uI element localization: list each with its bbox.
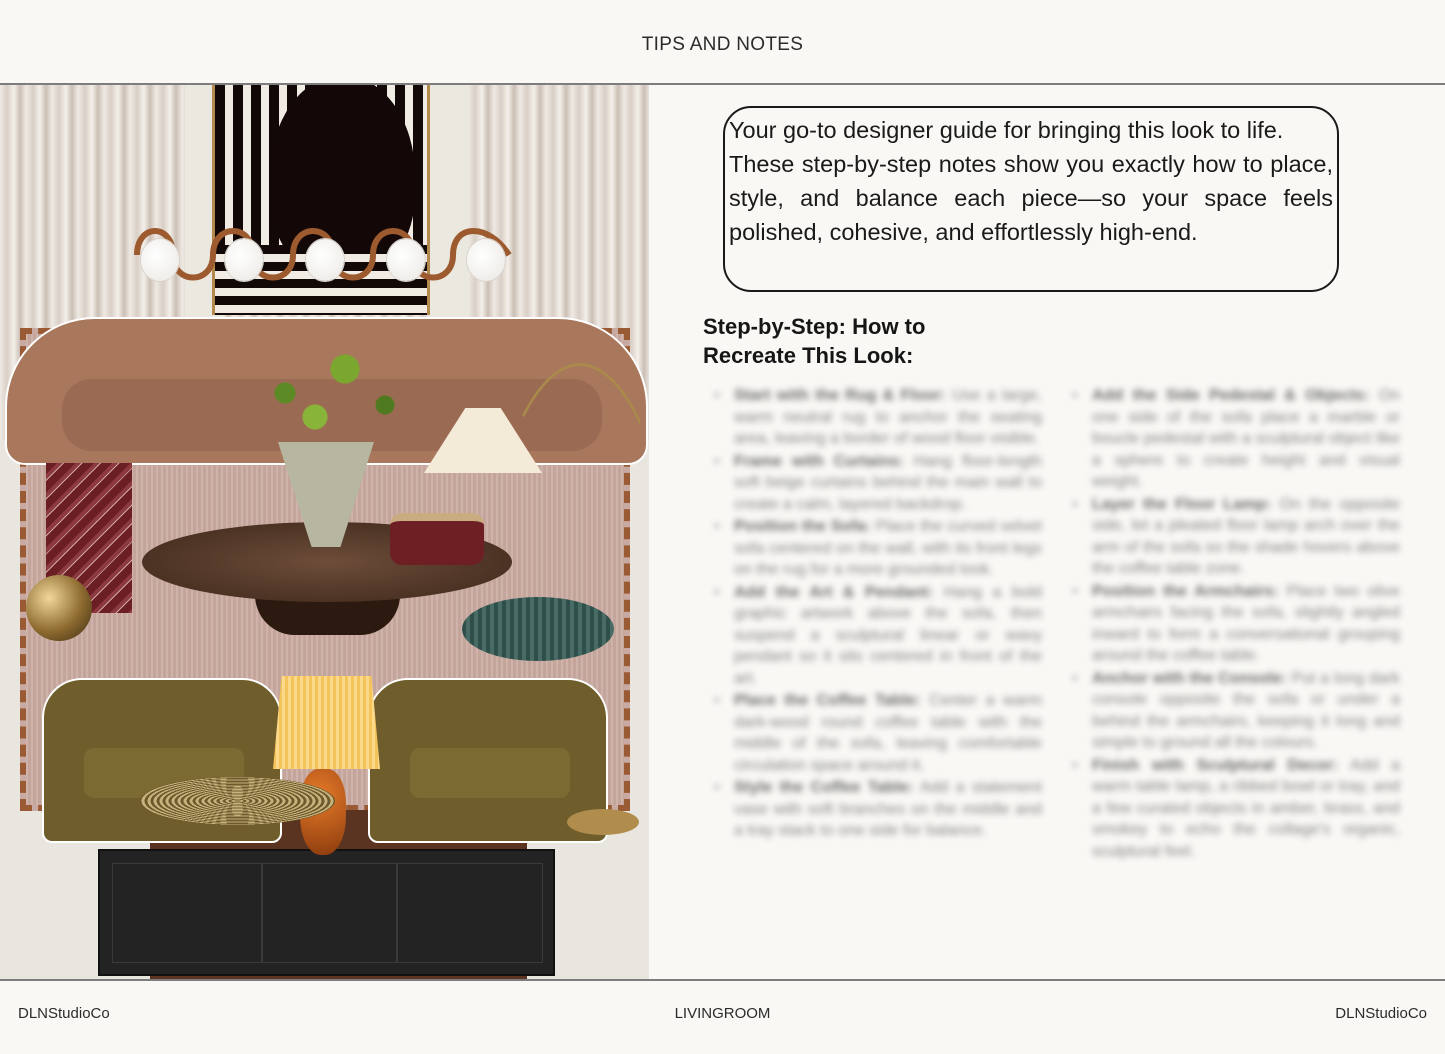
footer-brand-left: DLNStudioCo: [18, 1005, 110, 1022]
steps-heading: Step-by-Step: How to Recreate This Look:: [703, 314, 926, 368]
step-item: • Place the Coffee Table: Center a warm dark-wood round coffee table with the middle of the sofa, leaving comfortable circulation space around it.: [712, 690, 1042, 776]
footer-section-label: LIVINGROOM: [674, 1005, 771, 1022]
step-item: • Add the Art & Pendant: Hang a bold graphic artwork above the sofa, then suspend a sculptural linear or wavy pendant so it sits centered in front of the art.: [712, 582, 1042, 690]
step-item: • Frame with Curtains: Hang floor-length soft beige curtains behind the main wall to create a calm, layered backdrop.: [712, 451, 1042, 516]
intro-text-1: Your go-to designer guide for bringing this look to life.: [729, 117, 1284, 143]
intro-callout: [723, 106, 1339, 292]
steps-list-left: [712, 385, 1042, 843]
amber-glass-bowl-image: [140, 777, 335, 825]
intro-text-2: These step-by-step notes show you exactly how to place, style, and balance each piece—so your space feels polished, cohesive, and effortlessly high-end.: [729, 151, 1333, 245]
step-item: • Style the Coffee Table: Add a statement vase with soft branches on the middle and a tray stack to one side for balance.: [712, 777, 1042, 842]
console-image: [98, 849, 555, 976]
brass-sphere-image: [26, 575, 92, 641]
floor-lamp-base: [567, 809, 639, 835]
steps-list-right: [1070, 385, 1400, 863]
page-title: TIPS AND NOTES: [641, 33, 804, 55]
page-footer: [0, 981, 1445, 1054]
page-header: [0, 0, 1445, 83]
marble-tray-image: [390, 513, 484, 565]
step-item: • Position the Sofa: Place the curved velvet sofa centered on the wall, with its front legs on the rug for a more grounded look.: [712, 516, 1042, 581]
step-item: • Add the Side Pedestal & Objects: On one side of the sofa place a marble or boucle pedestal with a sculptural object like a sphere to create height and visual weight.: [1070, 385, 1400, 493]
step-item: • Layer the Floor Lamp: On the opposite side, let a pleated floor lamp arch over the arm of the sofa so the shade hovers above the coffee table zone.: [1070, 494, 1400, 580]
step-item: • Start with the Rug & Floor: Use a large, warm neutral rug to anchor the seating area, leaving a border of wood floor visible.: [712, 385, 1042, 450]
footer-brand-right: DLNStudioCo: [1335, 1005, 1427, 1022]
moodboard-collage: [0, 85, 649, 979]
plant-branches-image: [225, 333, 425, 453]
step-item: • Position the Armchairs: Place two olive armchairs facing the sofa, slightly angled inward to form a conversational grouping around the coffee table.: [1070, 581, 1400, 667]
step-item: • Finish with Sculptural Decor: Add a warm table lamp, a ribbed bowl or tray, and a few curated objects in amber, brass, and smokey to echo the collage's organic, sculptural feel.: [1070, 755, 1400, 863]
table-lamp-shade-image: [273, 676, 380, 769]
step-item: • Anchor with the Console: Put a long dark console opposite the sofa or under a behind the armchairs, keeping it long and simple to ground all the colours.: [1070, 668, 1400, 754]
wavy-pendant-light-image: [133, 225, 513, 280]
